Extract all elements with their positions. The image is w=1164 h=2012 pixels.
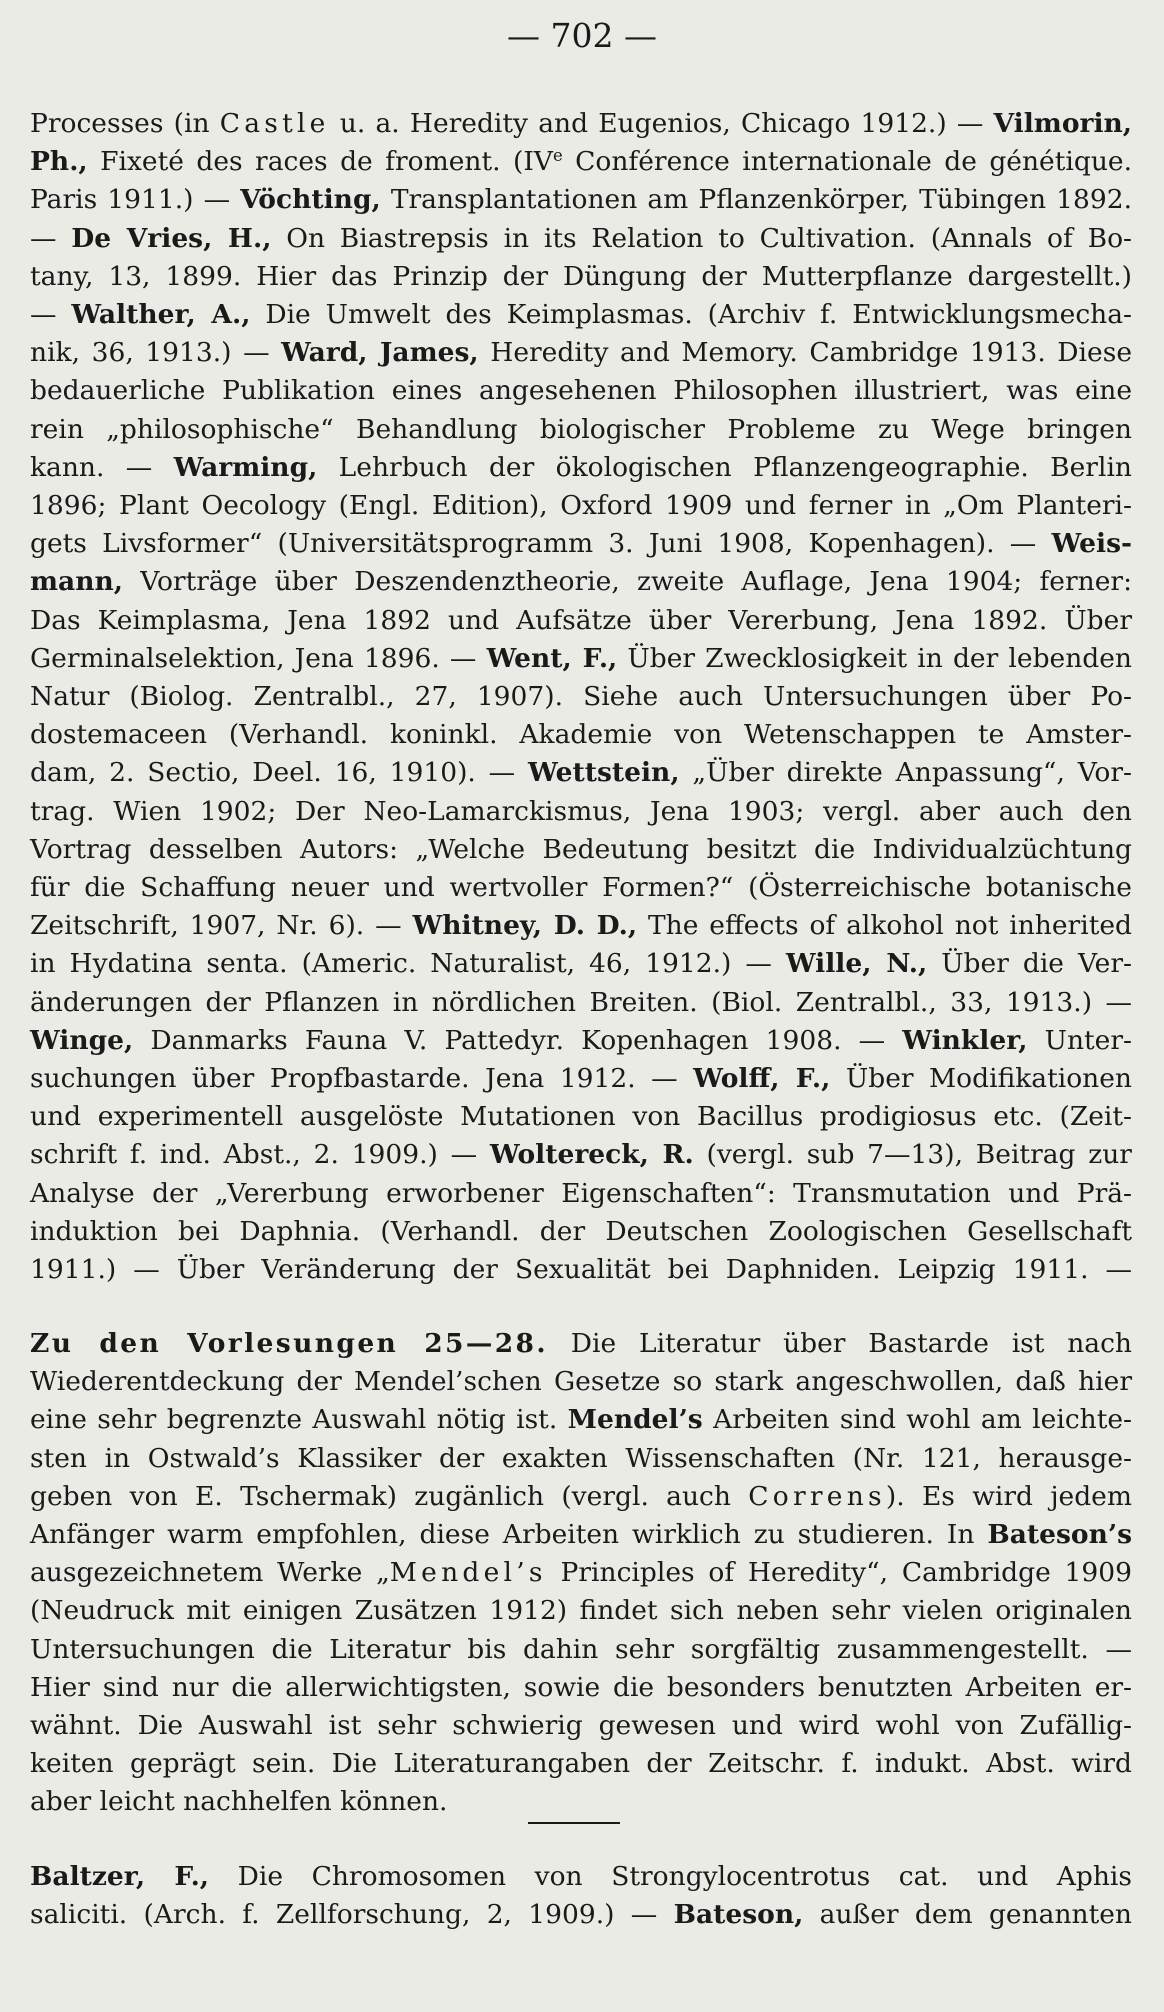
text-line	[30, 1896, 1132, 1934]
text-line	[30, 1554, 1132, 1592]
text-line	[30, 1213, 1132, 1251]
bold-author-name: Weis-	[1051, 528, 1132, 560]
text-segment: nik, 36, 1913.) —	[30, 337, 282, 369]
spaced-name: Mendel’s	[389, 1557, 547, 1589]
text-segment: —	[30, 222, 72, 254]
section-divider-rule	[528, 1822, 620, 1824]
text-line	[30, 1325, 1132, 1363]
text-line	[30, 143, 1132, 181]
text-segment: Die Chromosomen von Strongylocentrotus cat. und Aphis	[209, 1861, 1133, 1892]
text-line	[30, 1592, 1132, 1630]
text-segment: Transplantationen am Pflanzenkörper, Tübingen 1892.	[380, 184, 1132, 216]
bold-author-name: Wettstein,	[528, 757, 680, 789]
text-segment: (vergl. sub 7—13), Beitrag zur	[693, 1139, 1132, 1171]
text-segment: Vorträge über Deszendenztheorie, zweite Auflage, Jena 1904; ferner:	[122, 566, 1132, 598]
bold-author-name: Bateson’s	[987, 1519, 1132, 1551]
text-segment: keiten geprägt sein. Die Literaturangaben der Zeitschr. f. indukt. Abst. wird	[30, 1748, 1132, 1780]
text-segment: Die Literatur über Bastarde ist nach	[548, 1328, 1132, 1359]
text-line	[30, 1707, 1132, 1745]
text-segment: Natur (Biolog. Zentralbl., 27, 1907). Siehe auch Untersuchungen über Po-	[30, 681, 1132, 713]
text-line	[30, 1022, 1132, 1060]
text-segment: e	[552, 146, 563, 166]
text-segment: tany, 13, 1899. Hier das Prinzip der Düngung der Mutterpflanze dargestellt.)	[30, 260, 1132, 292]
text-segment: Danmarks Fauna V. Pattedyr. Kopenhagen 1908. —	[133, 1024, 903, 1056]
text-segment: änderungen der Pflanzen in nördlichen Breiten. (Biol. Zentralbl., 33, 1913.) —	[30, 986, 1132, 1018]
text-line	[30, 945, 1132, 983]
text-segment: (Neudruck mit einigen Zusätzen 1912) findet sich neben sehr vielen originalen	[30, 1595, 1132, 1627]
text-segment: Arbeiten sind wohl am leichte-	[702, 1404, 1133, 1436]
bold-author-name: Mendel’s	[567, 1404, 703, 1436]
text-segment: Die Umwelt des Keimplasmas. (Archiv f. Entwicklungsmecha-	[250, 299, 1132, 331]
text-line	[30, 1631, 1132, 1669]
bold-author-name: mann,	[30, 566, 123, 598]
bold-author-name: Went, F.,	[486, 642, 618, 674]
bold-author-name: Vöchting,	[240, 184, 381, 216]
text-line	[30, 411, 1132, 449]
page-number-header: — 702 —	[507, 16, 657, 55]
text-segment: induktion bei Daphnia. (Verhandl. der Deutschen Zoologischen Gesellschaft	[30, 1215, 1132, 1247]
bold-author-name: Winkler,	[902, 1024, 1028, 1056]
text-segment: saliciti. (Arch. f. Zellforschung, 2, 1909.) —	[30, 1899, 674, 1931]
text-segment: Anfänger warm empfohlen, diese Arbeiten wirklich zu studieren. In	[30, 1519, 988, 1551]
text-segment: Zeitschrift, 1907, Nr. 6). —	[30, 910, 413, 942]
text-line	[30, 907, 1132, 945]
text-segment: Untersuchungen die Literatur bis dahin sehr sorgfältig zusammengestellt. —	[30, 1633, 1132, 1665]
text-segment: schrift f. ind. Abst., 2. 1909.) —	[30, 1139, 490, 1171]
text-segment: Wiederentdeckung der Mendel’schen Gesetze so stark angeschwollen, daß hier	[30, 1366, 1132, 1398]
text-line	[30, 640, 1132, 678]
spaced-name: Correns	[748, 1480, 886, 1512]
text-segment: „Über direkte Anpassung“, Vor-	[679, 757, 1132, 789]
text-segment: Über Zwecklosigkeit in der lebenden	[617, 642, 1132, 674]
bold-author-name: Whitney, D. D.,	[412, 910, 638, 942]
bold-author-name: De Vries, H.,	[71, 222, 272, 254]
text-segment: 1896; Plant Oecology (Engl. Edition), Oxford 1909 und ferner in „Om Planteri-	[30, 490, 1132, 522]
text-line	[30, 678, 1132, 716]
text-line	[30, 1783, 1132, 1821]
text-segment: dostemaceen (Verhandl. koninkl. Akademie von Wetenschappen te Amster-	[30, 719, 1132, 751]
bold-author-name: Vilmorin,	[993, 108, 1133, 139]
text-segment: Über die Ver-	[927, 948, 1132, 980]
text-segment: Hier sind nur die allerwichtigsten, sowie die besonders benutzten Arbeiten er-	[30, 1671, 1132, 1703]
text-line	[30, 984, 1132, 1022]
text-segment: rein „philosophische“ Behandlung biologischer Probleme zu Wege bringen	[30, 413, 1132, 445]
text-line	[30, 258, 1132, 296]
text-segment: ). Es wird jedem	[885, 1480, 1132, 1512]
text-segment: Über Modifikationen	[830, 1063, 1133, 1095]
text-line	[30, 831, 1132, 869]
text-segment: gets Livsformer“ (Universitätsprogramm 3. Juni 1908, Kopenhagen). —	[30, 528, 1052, 560]
text-segment: Heredity and Memory. Cambridge 1913. Diese	[478, 337, 1132, 369]
text-segment: u. a. Heredity and Eugenios, Chicago 1912.) —	[329, 108, 994, 139]
text-line	[30, 296, 1132, 334]
text-segment: Analyse der „Vererbung erworbener Eigenschaften“: Transmutation und Prä-	[30, 1177, 1132, 1209]
bold-author-name: Baltzer, F.,	[30, 1861, 210, 1892]
text-line	[30, 1363, 1132, 1401]
text-line	[30, 754, 1132, 792]
text-line	[30, 1478, 1132, 1516]
text-line	[30, 1251, 1132, 1289]
text-line	[30, 487, 1132, 525]
bold-author-name: Ward, James,	[281, 337, 479, 369]
text-line	[30, 563, 1132, 601]
bold-author-name: Bateson,	[673, 1899, 804, 1931]
bold-author-name: Warming,	[173, 451, 318, 483]
text-segment: Principles of Heredity“, Cambridge 1909	[546, 1557, 1132, 1589]
text-line	[30, 1060, 1132, 1098]
bold-author-name: Walther, A.,	[71, 299, 251, 331]
text-line	[30, 869, 1132, 907]
text-segment: Unter-	[1027, 1024, 1132, 1056]
text-segment: dam, 2. Sectio, Deel. 16, 1910). —	[30, 757, 529, 789]
bold-author-name: Ph.,	[30, 146, 88, 178]
spaced-name: Castle	[219, 108, 330, 139]
text-line	[30, 181, 1132, 219]
text-segment: trag. Wien 1902; Der Neo-Lamarckismus, Jena 1903; vergl. aber auch den	[30, 795, 1132, 827]
text-segment: in Hydatina senta. (Americ. Naturalist, 46, 1912.) —	[30, 948, 786, 980]
text-line	[30, 1516, 1132, 1554]
bibliography-paragraph-2	[30, 1858, 1132, 1934]
text-segment: bedauerliche Publikation eines angesehenen Philosophen illustriert, was eine	[30, 375, 1132, 407]
text-line	[30, 1136, 1132, 1174]
text-line	[30, 1858, 1132, 1896]
text-segment: On Biastrepsis in its Relation to Cultivation. (Annals of Bo-	[271, 222, 1132, 254]
text-segment: Vortrag desselben Autors: „Welche Bedeutung besitzt die Individualzüchtung	[30, 833, 1132, 865]
text-line	[30, 105, 1132, 143]
text-segment: Germinalselektion, Jena 1896. —	[30, 642, 487, 674]
text-segment: Fixeté des races de froment. (IV	[87, 146, 553, 178]
text-line	[30, 1098, 1132, 1136]
bold-author-name: Winge,	[30, 1024, 134, 1056]
text-line	[30, 220, 1132, 258]
bibliography-paragraph-1	[30, 105, 1132, 1289]
text-segment: kann. —	[30, 451, 174, 483]
text-line	[30, 602, 1132, 640]
text-segment: wähnt. Die Auswahl ist sehr schwierig gewesen und wird wohl von Zufällig-	[30, 1710, 1132, 1742]
text-segment: 1911.) — Über Veränderung der Sexualität bei Daphniden. Leipzig 1911. —	[30, 1254, 1132, 1286]
text-segment: ausgezeichnetem Werke „	[30, 1557, 390, 1589]
text-line	[30, 372, 1132, 410]
lecture-notes-paragraph	[30, 1325, 1132, 1822]
text-segment: The effects of alkohol not inherited	[637, 910, 1132, 942]
text-segment: Processes (in	[30, 108, 220, 139]
text-segment: für die Schaffung neuer und wertvoller Formen?“ (Österreichische botanische	[30, 872, 1132, 904]
text-segment: Das Keimplasma, Jena 1892 und Aufsätze über Vererbung, Jena 1892. Über	[30, 604, 1132, 636]
text-line	[30, 1669, 1132, 1707]
text-segment: geben von E. Tschermak) zugänlich (vergl. auch	[30, 1480, 749, 1512]
text-segment: —	[30, 299, 72, 331]
text-segment: eine sehr begrenzte Auswahl nötig ist.	[30, 1404, 568, 1436]
text-line	[30, 1401, 1132, 1439]
bold-author-name: Zu den Vorlesungen 25—28.	[30, 1328, 548, 1359]
text-segment: außer dem genannten	[803, 1899, 1133, 1931]
text-line	[30, 449, 1132, 487]
text-line	[30, 525, 1132, 563]
text-line	[30, 1175, 1132, 1213]
text-segment: Lehrbuch der ökologischen Pflanzengeographie. Berlin	[317, 451, 1132, 483]
bold-author-name: Wolff, F.,	[693, 1063, 831, 1095]
text-segment: Conférence internationale de génétique.	[562, 146, 1132, 178]
bold-author-name: Woltereck, R.	[489, 1139, 694, 1171]
text-line	[30, 334, 1132, 372]
bold-author-name: Wille, N.,	[785, 948, 928, 980]
text-line	[30, 793, 1132, 831]
text-segment: und experimentell ausgelöste Mutationen von Bacillus prodigiosus etc. (Zeit-	[30, 1101, 1132, 1133]
text-segment: Paris 1911.) —	[30, 184, 241, 216]
text-segment: sten in Ostwald’s Klassiker der exakten Wissenschaften (Nr. 121, herausge-	[30, 1442, 1132, 1474]
text-line	[30, 716, 1132, 754]
text-line	[30, 1745, 1132, 1783]
text-segment: suchungen über Propfbastarde. Jena 1912. —	[30, 1063, 694, 1095]
text-segment: aber leicht nachhelfen können.	[30, 1786, 448, 1818]
text-line	[30, 1440, 1132, 1478]
